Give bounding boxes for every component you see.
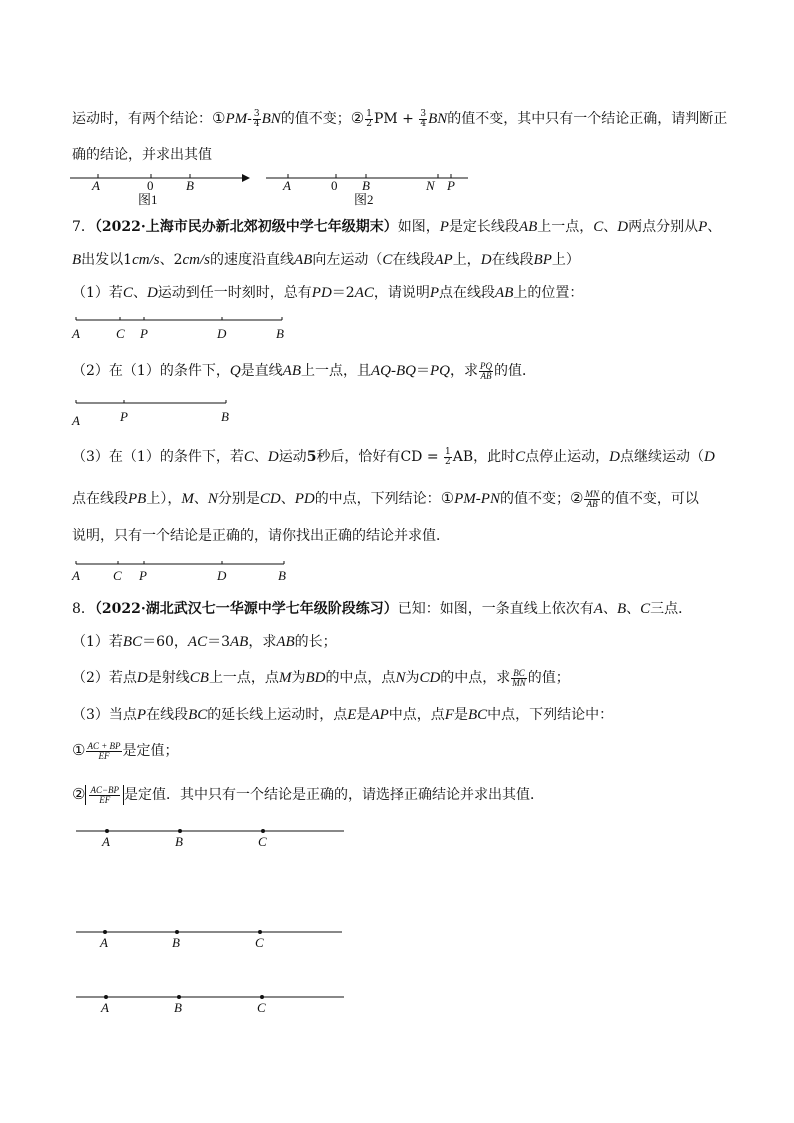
text-fragment: PD [311,285,332,301]
text-fragment: 三点． [650,601,693,617]
q8f2-label-a: A [100,935,108,950]
text-fragment: BC [188,707,208,723]
text-fragment: （3）在（1）的条件下，若 [72,449,244,465]
text-fragment: AB [282,363,301,379]
text-fragment: 7． [72,219,95,235]
fig2-label-b: B [362,178,370,193]
text-fragment: 的长； [294,634,337,650]
text-fragment: P [136,707,147,723]
q8-figure-2 [76,923,351,953]
text-fragment: AB [495,285,514,301]
text-fragment: 上） [551,252,580,268]
text-fragment: ，求 [450,363,478,379]
q8-part-2 [72,668,570,688]
text-fragment: 、 [626,601,641,617]
text-fragment: N [395,670,406,686]
text-fragment: 秒后，恰好有 [316,449,401,465]
text-fragment: C [243,449,254,465]
q8f1-label-b: B [175,834,183,849]
q8f2-label-b: B [172,935,180,950]
fig2-label-n: N [426,178,435,193]
p6-line-1 [72,108,727,129]
fig2-caption: 图2 [354,192,374,207]
text-fragment: BC [467,707,488,723]
text-fragment: 两点分别从 [628,219,699,235]
q8f3-label-c: C [257,1000,266,1015]
text-fragment: AP [370,707,389,723]
text-fragment: 出发以 [81,252,124,268]
q7c-label-c: C [113,568,122,583]
p6-figure-1 [70,168,260,208]
text-fragment: 、 [603,219,618,235]
text-fragment: 在线段 [146,707,189,723]
text-fragment: PM [225,111,248,127]
p6-line-2: 确的结论，并求出其值 [72,147,212,163]
text-fragment: M [278,670,292,686]
text-fragment: 的值不变； [280,111,351,127]
absolute-value-bars [85,785,124,805]
text-fragment: 运动到任一时刻时，总有 [157,285,312,301]
text-fragment: ＝3 [207,634,231,650]
text-fragment: PD [294,491,315,507]
q8f1-label-c: C [258,834,267,849]
text-fragment: AC [187,634,208,650]
text-fragment: BC [513,667,525,678]
fig2-label-p: P [447,178,455,193]
circle-one: ① [212,109,226,127]
text-fragment: cm/s [132,252,160,268]
text-fragment: 是射线 [147,670,190,686]
text-fragment: CD [259,491,281,507]
text-fragment: 2 [445,456,451,467]
fraction-cd-half [444,448,452,467]
text-fragment: PM + [373,111,419,127]
text-fragment: 为 [291,670,306,686]
text-fragment: CD [419,670,441,686]
text-fragment: ，求 [248,634,277,650]
text-fragment: 4 [253,118,260,129]
text-fragment: 如图， [397,219,440,235]
q7a-label-p: P [140,326,148,341]
text-fragment: 点在线段 [439,285,496,301]
text-fragment: AC + BP [87,740,121,751]
text-fragment: 的中点，点 [325,670,396,686]
text-fragment: MN [512,677,526,688]
text-fragment: D [617,219,629,235]
text-fragment: 2 [366,118,372,129]
text-fragment: 4 [420,118,427,129]
fraction-1-2 [365,110,373,129]
text-fragment: 上， [452,252,481,268]
text-fragment: CD = [400,449,444,465]
text-fragment: AC [354,285,374,301]
text-fragment: （1）若 [72,285,123,301]
q8f2-label-c: C [255,935,264,950]
text-fragment: D [136,670,148,686]
text-fragment: （2）在（1）的条件下， [72,363,230,379]
text-fragment: 、 [602,601,617,617]
text-fragment: C [640,601,651,617]
q8-conclusion-2 [72,784,544,805]
text-fragment: ＝60， [142,634,188,650]
text-fragment: 的值． [494,363,536,379]
circle-two: ② [350,109,365,127]
q7a-label-d: D [217,326,227,341]
text-fragment: AB [294,252,313,268]
text-fragment: BN [261,111,281,127]
text-fragment: B [72,252,82,268]
text-fragment: P [439,219,449,235]
q8f3-label-b: B [174,1000,182,1015]
text-fragment: F [444,707,454,723]
fraction-mn-ab [584,490,600,509]
text-fragment: 中点，点 [388,707,445,723]
text-fragment: P [698,219,708,235]
text-fragment: ② [72,785,86,803]
text-fragment: 向左运动（ [312,252,383,268]
text-fragment: AB [230,634,249,650]
text-fragment: 、 [132,285,147,301]
fig1-label-a: A [92,178,100,193]
text-fragment: P [429,285,440,301]
text-fragment: 1 [445,446,451,457]
text-fragment: PM-PN [454,491,500,507]
text-fragment: 2 [173,252,183,268]
text-fragment: 已知：如图，一条直线上依次有 [397,601,594,617]
text-fragment: 的值不变； [499,491,570,507]
text-fragment: 的速度沿直线 [210,252,295,268]
q7-part-2 [72,361,536,381]
q7a-label-a: A [72,326,80,341]
text-fragment: AB [480,370,492,381]
text-fragment: 在线段 [392,252,435,268]
text-fragment: 1 [123,252,133,268]
text-fragment: ① [72,741,86,759]
text-fragment: AC−BP [90,784,120,795]
text-fragment: 、 [280,491,295,507]
q7-figure-b [72,397,242,431]
text-fragment: 、 [253,449,268,465]
text-fragment: D [267,449,279,465]
q8-source: （2022·湖北武汉七一华源中学七年级阶段练习） [94,601,398,617]
q7-part-3-line-2 [72,488,699,509]
text-fragment: - [247,111,252,127]
text-fragment: BD [305,670,326,686]
text-fragment: 是定值．其中只有一个结论是正确的，请选择正确结论并求出其值． [124,787,545,803]
q7-figure-a [72,314,292,344]
text-fragment: 上的位置： [513,285,584,301]
text-fragment: 为 [405,670,420,686]
text-fragment: 的值； [527,670,570,686]
text-fragment: ＝2 [331,285,355,301]
q7b-label-a: A [72,413,80,428]
text-fragment: cm/s [182,252,211,268]
text-fragment: 点继续运动（ [620,449,705,465]
text-fragment: ② [569,489,584,507]
text-fragment: C [382,252,393,268]
q7-part-3 [72,447,715,467]
text-fragment: D [146,285,158,301]
text-fragment: PB [128,491,147,507]
fig2-label-o: 0 [331,178,338,193]
text-fragment: AQ-BQ [371,363,416,379]
text-fragment: 是 [356,707,371,723]
text-fragment: EF [99,794,111,805]
text-fragment: 、 [159,252,174,268]
q7-line-2 [72,250,580,270]
q7a-label-b: B [276,326,284,341]
text-fragment: 上一点，且 [301,363,371,379]
text-fragment: 8． [72,601,95,617]
text-fragment: 是定长线段 [448,219,519,235]
fraction-acbp-ef [86,742,121,761]
q8-figure-1 [76,822,351,852]
text-fragment: 是定值； [122,743,179,759]
q7-source: （2022·上海市民办新北郊初级中学七年级期末） [94,219,398,235]
text-fragment: 是直线 [240,363,283,379]
text-fragment: EF [98,750,110,761]
text-fragment: ，此时 [473,449,516,465]
fraction-bc-mn [511,669,527,688]
q7b-label-b: B [221,409,229,424]
text-fragment: MN [585,488,599,499]
text-fragment: 在线段 [491,252,534,268]
text-fragment: Q [229,363,241,379]
text-fragment: 5 [306,449,317,465]
q7-part-3-line-3: 说明，只有一个结论是正确的，请你找出正确的结论并求值． [72,528,450,544]
fraction-pq-ab [479,362,493,381]
q7b-label-p: P [120,409,128,424]
text-fragment: （3）当点 [72,707,137,723]
text-fragment: D [704,449,715,465]
text-fragment: 的中点，下列结论： [314,491,441,507]
q7c-label-a: A [72,568,80,583]
text-fragment: （1）若 [72,634,123,650]
fig1-label-o: 0 [147,178,154,193]
text-fragment: （2）若点 [72,670,137,686]
fraction-acbp-ef-2 [89,786,120,805]
text-fragment: 、 [707,219,722,235]
text-fragment: A [593,601,603,617]
text-fragment: 点停止运动， [525,449,610,465]
q8f1-label-a: A [102,834,110,849]
q7c-label-b: B [278,568,286,583]
text-fragment: PQ [480,360,492,371]
fig1-label-b: B [186,178,194,193]
text-fragment: 的中点，求 [440,670,511,686]
text-fragment: 的延长线上运动时，点 [207,707,348,723]
q8-part-1 [72,632,337,652]
text-fragment: 点在线段 [72,491,128,507]
text-fragment: 3 [253,108,260,119]
text-fragment: B [616,601,627,617]
text-fragment: 中点，下列结论中： [487,707,614,723]
text-fragment: 1 [366,108,372,119]
q7-part-1 [72,283,583,303]
text-fragment: AB [586,498,598,509]
fraction-3-4 [253,110,261,129]
text-fragment: D [609,449,621,465]
q8-figure-3 [76,988,351,1018]
text-fragment: C [515,449,526,465]
text-fragment: 上一点，点 [208,670,279,686]
text-fragment: BN [428,111,448,127]
text-fragment: CB [189,670,209,686]
fig2-label-a: A [283,178,291,193]
q8-line-1 [72,599,692,619]
p6-figure-2 [266,168,476,208]
text-fragment: 的值不变，可以 [600,491,699,507]
fraction-3-4b [419,110,427,129]
q8f3-label-a: A [101,1000,109,1015]
text-fragment: 运动时，有两个结论： [72,111,212,127]
text-fragment: ，请说明 [373,285,430,301]
text-fragment: 3 [420,108,427,119]
q8-part-3 [72,705,613,725]
q8-conclusion-1 [72,740,179,761]
text-fragment: ＝ [416,363,430,379]
text-fragment: E [347,707,357,723]
text-fragment: AP [434,252,453,268]
q7a-label-c: C [116,326,125,341]
text-fragment: 的值不变，其中只有一个结论正确，请判断正 [447,111,728,127]
fig1-caption: 图1 [138,192,158,207]
text-fragment: 、 [193,491,208,507]
text-fragment: C [593,219,604,235]
text-fragment: AB [452,449,474,465]
text-fragment: AB [276,634,295,650]
text-fragment: PQ [430,363,450,379]
text-fragment: C [122,285,133,301]
text-fragment: BP [533,252,552,268]
text-fragment: N [207,491,218,507]
text-fragment: AB [518,219,538,235]
text-fragment: 上）， [146,491,182,507]
text-fragment: BC [122,634,143,650]
text-fragment: 上一点， [537,219,594,235]
text-fragment: 分别是 [217,491,260,507]
q7-figure-c [72,558,292,588]
text-fragment: M [181,491,194,507]
text-fragment: 是 [453,707,468,723]
text-fragment: 运动 [278,449,307,465]
q7c-label-p: P [139,568,147,583]
text-fragment: D [480,252,492,268]
text-fragment: ① [440,489,455,507]
q7-line-1 [72,217,721,237]
q7c-label-d: D [217,568,227,583]
